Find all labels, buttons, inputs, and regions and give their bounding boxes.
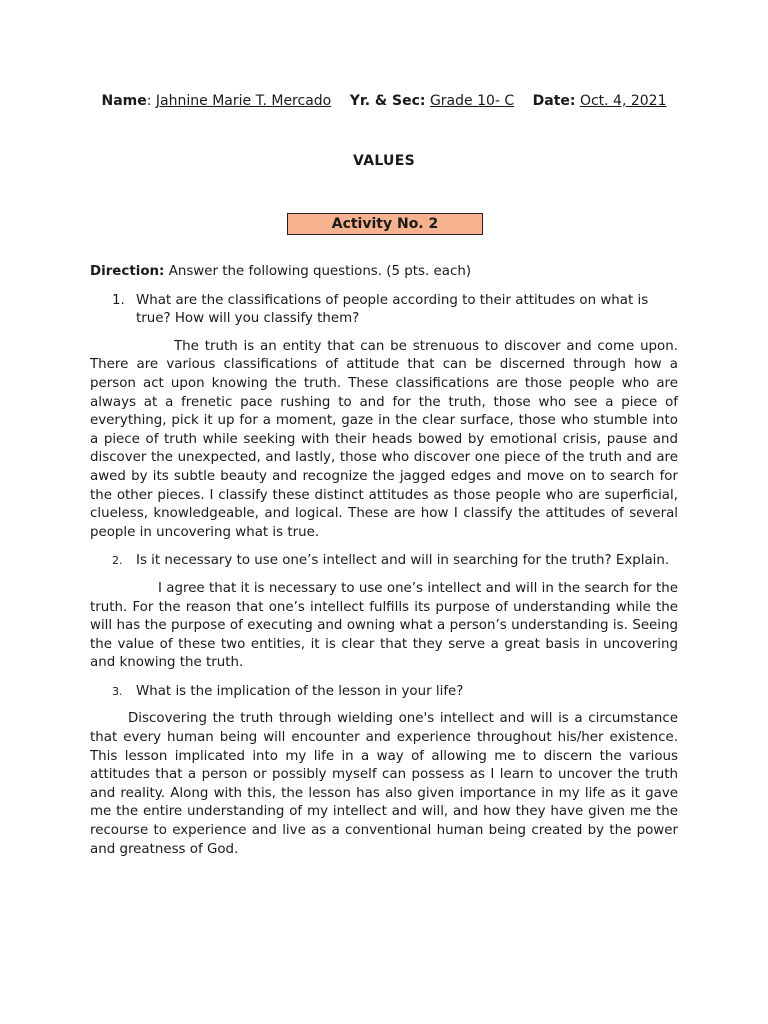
content-body bbox=[90, 263, 678, 869]
question-number: 3. bbox=[112, 684, 123, 698]
activity-title: Activity No. 2 bbox=[287, 213, 483, 235]
header-line bbox=[0, 93, 768, 109]
name-colon: : bbox=[146, 93, 156, 109]
section-label: Yr. & Sec: bbox=[349, 93, 426, 109]
question-text: Is it necessary to use one’s intellect and will in searching for the truth? Explain. bbox=[136, 553, 670, 569]
question-2 bbox=[112, 552, 678, 571]
date-label: Date: bbox=[532, 93, 576, 109]
name-value: Jahnine Marie T. Mercado bbox=[155, 93, 332, 109]
question-text: What are the classifications of people according to their attitudes on what is true? How will you classify them? bbox=[136, 292, 649, 327]
date-value: Oct. 4, 2021 bbox=[579, 93, 667, 109]
answer-2: I agree that it is necessary to use one’s intellect and will in the search for the truth. For the reason that one’s intellect fulfills its purpose of understanding while the will has the purpose of executing and owning what a person’s understanding is. Seeing the value of these two entities, it is clear that they serve a great basis in uncovering and knowing the truth. bbox=[90, 580, 678, 671]
question-3 bbox=[112, 683, 678, 702]
answer-3: Discovering the truth through wielding one's intellect and will is a circumstance that every human being will encounter and experience throughout his/her existence. This lesson implicated into my life in a way of allowing me to discern the various attitudes that a person or possibly myself can possess as I learn to uncover the truth and reality. Along with this, the lesson has also given importance in my life as it gave me the entire understanding of my intellect and will, and how they have given me the recourse to experience and live as a conventional human being created by the power and greatness of God. bbox=[90, 711, 678, 857]
question-number: 2. bbox=[112, 554, 123, 568]
subject-title: VALUES bbox=[353, 153, 415, 169]
question-number: 1. bbox=[112, 292, 125, 308]
answer-1: The truth is an entity that can be strenuous to discover and come upon. There are various classifications of attitude that can be discerned through how a person act upon knowing the truth. These classifications are those people who are always at a frenetic pace rushing to and for the truth, those who see a piece of everything, pick it up for a moment, gaze in the clear surface, those who stumble into a piece of truth while seeking with their heads bowed by emotional crisis, pause and discover the unexpected, and lastly, those who discover one piece of the truth and are awed by its subtle beauty and recognize the jagged edges and move on to search for the other pieces. I classify these distinct attitudes as those people who are superficial, clueless, knowledgeable, and logical. These are how I classify the attitudes of several people in uncovering what is true. bbox=[90, 338, 678, 540]
direction-text: Answer the following questions. (5 pts. each) bbox=[168, 264, 472, 279]
direction bbox=[90, 263, 678, 282]
question-text: What is the implication of the lesson in your life? bbox=[136, 683, 464, 699]
direction-label: Direction: bbox=[90, 264, 165, 279]
name-label: Name bbox=[101, 93, 147, 109]
section-value: Grade 10- C bbox=[429, 93, 515, 109]
question-1 bbox=[112, 292, 678, 329]
